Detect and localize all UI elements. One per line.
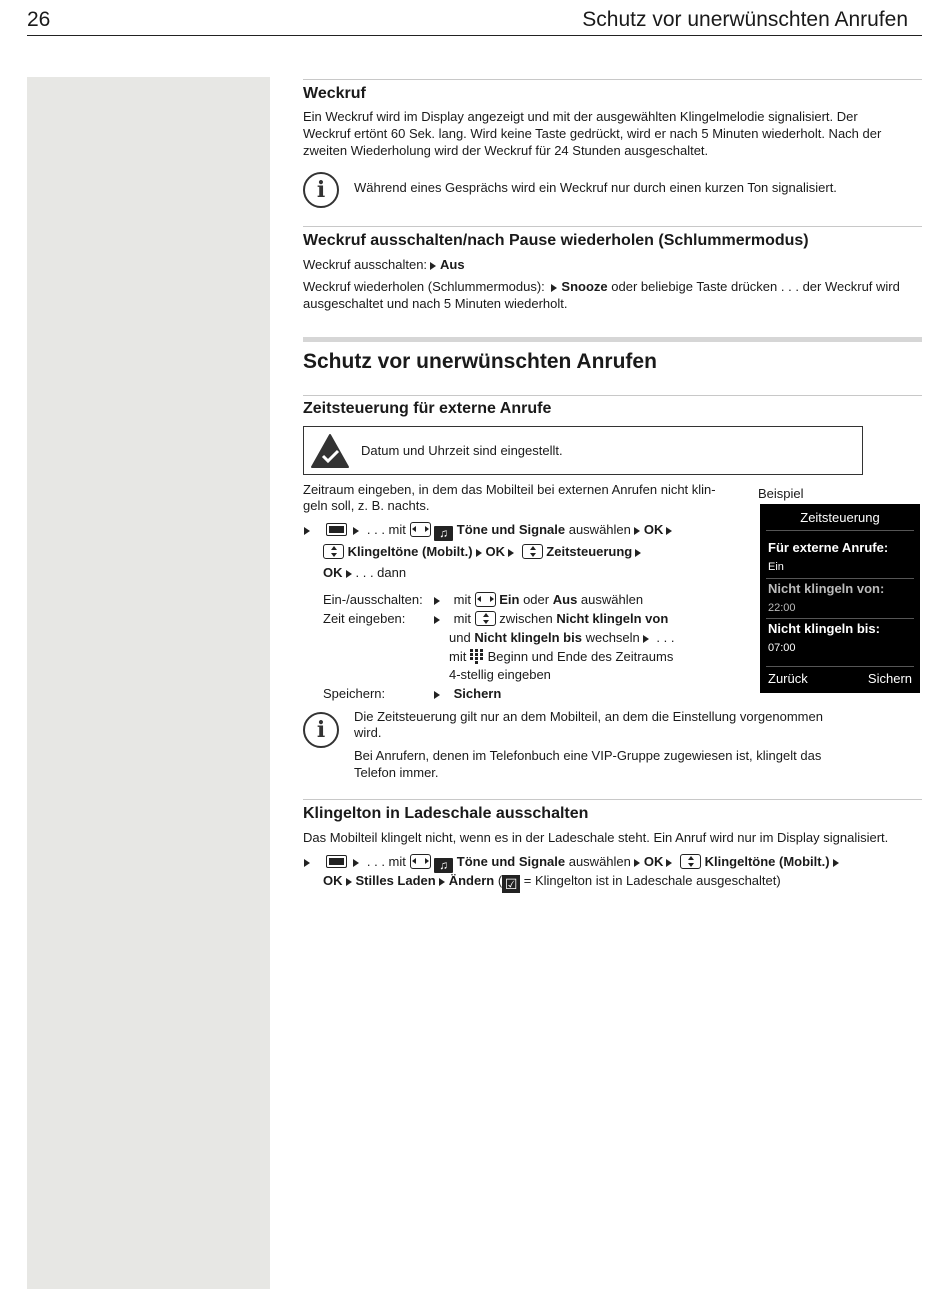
menu-key-icon — [326, 523, 347, 536]
menu-timer: Zeitsteuerung — [546, 544, 633, 559]
arrow-icon — [304, 859, 310, 867]
text-or: oder — [523, 592, 550, 607]
timer-info-2: wird. — [354, 725, 382, 740]
display-softkey-back: Zurück — [768, 671, 808, 686]
arrow-icon — [430, 262, 436, 270]
arrow-icon — [833, 859, 839, 867]
music-note-icon: ♫ — [434, 526, 453, 541]
navigation-key-icon — [410, 854, 431, 869]
option-no-ring-from: Nicht klingeln von — [556, 611, 669, 626]
display-divider — [766, 618, 914, 619]
section-title-cradle: Klingelton in Ladeschale ausschalten — [303, 805, 589, 822]
cradle-body: Das Mobilteil klingelt nicht, wenn es in der Ladeschale steht. Ein Anruf wird nur im Display signalisiert. — [303, 830, 889, 845]
arrow-icon — [635, 549, 641, 557]
snooze-key: Snooze — [561, 279, 608, 294]
timer-info-4: Telefon immer. — [354, 765, 439, 780]
text-mit: . . . mit — [366, 522, 406, 537]
text-begin-end: Beginn und Ende des Zeitraums — [487, 649, 674, 664]
menu-ringtones: Klingeltöne (Mobilt.) — [347, 544, 473, 559]
navigation-key-icon — [410, 522, 431, 537]
menu-key-icon — [326, 855, 347, 868]
arrow-icon — [434, 616, 440, 624]
checkmark-warning-icon — [310, 433, 350, 469]
snooze-rest-2: . . . der Weckruf wird — [780, 279, 900, 294]
display-divider — [766, 578, 914, 579]
page-number: 26 — [27, 8, 51, 31]
ok-key: OK — [643, 854, 664, 869]
chapter-title: Schutz vor unerwünschten Anrufen — [303, 350, 657, 373]
arrow-icon — [634, 527, 640, 535]
text-mit: mit — [453, 592, 471, 607]
arrow-icon — [666, 859, 672, 867]
timer-info-3: Bei Anrufern, denen im Telefonbuch eine VIP-Gruppe zugewiesen ist, klingelt das — [354, 748, 822, 763]
display-value-from: 22:00 — [768, 602, 796, 614]
cradle-note: = Klingelton ist in Ladeschale ausgeschaltet) — [523, 873, 781, 888]
cradle-step-line-1 — [303, 853, 922, 873]
menu-ringtones: Klingeltöne (Mobilt.) — [704, 854, 830, 869]
option-no-ring-to: Nicht klingeln bis — [474, 630, 582, 645]
prerequisite-text: Datum und Uhrzeit sind eingestellt. — [361, 443, 563, 458]
text-switch: wechseln — [585, 630, 640, 645]
running-title: Schutz vor unerwünschten Anrufen — [582, 8, 908, 31]
display-divider — [766, 530, 914, 531]
text-mit: . . . mit — [366, 854, 406, 869]
navigation-key-icon — [522, 544, 543, 559]
ok-key: OK — [485, 544, 506, 559]
arrow-icon — [666, 527, 672, 535]
row-value-onoff — [431, 591, 691, 608]
arrow-icon — [353, 859, 359, 867]
text-mit: mit — [453, 611, 471, 626]
info-icon: i — [303, 172, 339, 208]
arrow-icon — [508, 549, 514, 557]
divider — [303, 395, 922, 396]
menu-tones-signals: Töne und Signale — [456, 854, 566, 869]
arrow-icon — [304, 527, 310, 535]
option-on: Ein — [499, 592, 520, 607]
divider — [303, 79, 922, 80]
divider — [303, 226, 922, 227]
snooze-rest-3: ausgeschaltet und nach 5 Minuten wiederholt. — [303, 296, 568, 311]
cradle-step-line-2: OK Stilles Laden Ändern ( ☑ = Klingelton ist in Ladeschale ausgeschaltet) — [323, 873, 781, 892]
arrow-icon — [634, 859, 640, 867]
text-four-digit: 4-stellig eingeben — [449, 667, 551, 682]
arrow-icon — [434, 597, 440, 605]
arrow-icon — [439, 878, 445, 886]
display-divider — [766, 666, 914, 667]
display-title: Zeitsteuerung — [800, 510, 880, 525]
text-between: zwischen — [499, 611, 553, 626]
snooze-repeat-line — [303, 278, 922, 295]
snooze-repeat-label: Weckruf wiederholen (Schlummermodus): — [303, 279, 545, 294]
checkbox-checked-icon: ☑ — [502, 875, 520, 893]
snooze-rest-1: oder beliebige Taste drücken — [611, 279, 778, 294]
info-icon: i — [303, 712, 339, 748]
section-title-weckruf: Weckruf — [303, 85, 366, 102]
navigation-key-icon — [680, 854, 701, 869]
arrow-icon — [551, 284, 557, 292]
sidebar-margin — [27, 77, 270, 1289]
chapter-divider — [303, 337, 922, 342]
timer-step-line-3 — [323, 564, 406, 581]
arrow-icon — [434, 691, 440, 699]
option-change: Ändern — [448, 873, 495, 888]
display-value-to: 07:00 — [768, 642, 796, 654]
ok-key: OK — [323, 565, 343, 580]
arrow-icon — [643, 635, 649, 643]
menu-tones-signals: Töne und Signale — [456, 522, 566, 537]
snooze-off-line — [303, 256, 465, 273]
timer-step-line-1 — [303, 521, 753, 541]
option-off: Aus — [552, 592, 578, 607]
display-label-to: Nicht klingeln bis: — [768, 621, 880, 636]
arrow-icon — [346, 878, 352, 886]
menu-silent-charging: Stilles Laden — [355, 873, 436, 888]
navigation-key-icon — [323, 544, 344, 559]
snooze-off-value: Aus — [440, 257, 465, 272]
row-label-time: Zeit eingeben: — [323, 611, 406, 626]
display-softkey-save: Sichern — [867, 671, 912, 686]
timer-step-line-2 — [323, 543, 753, 560]
timer-info-1: Die Zeitsteuerung gilt nur an dem Mobilteil, an dem die Einstellung vorgenommen — [354, 709, 823, 724]
handset-display — [760, 504, 920, 693]
ok-key: OK — [323, 873, 343, 888]
ok-key: OK — [643, 522, 664, 537]
display-value-external: Ein — [768, 561, 784, 573]
text-select: auswählen — [580, 592, 644, 607]
text-mit: mit — [449, 649, 467, 664]
page-header — [27, 6, 922, 36]
arrow-icon — [476, 549, 482, 557]
display-label-external: Für externe Anrufe: — [768, 540, 889, 555]
example-label: Beispiel — [758, 486, 804, 501]
text-dots: . . . — [656, 630, 675, 645]
section-title-timer: Zeitsteuerung für externe Anrufe — [303, 400, 552, 417]
option-save: Sichern — [453, 686, 502, 701]
text-select: auswählen — [568, 854, 631, 869]
timer-intro-1: Zeitraum eingeben, in dem das Mobilteil bei externen Anrufen nicht klin- — [303, 482, 716, 497]
weckruf-info: Während eines Gesprächs wird ein Weckruf nur durch einen kurzen Ton signalisiert. — [354, 180, 837, 195]
row-value-time-1 — [431, 610, 691, 627]
arrow-icon — [346, 570, 352, 578]
display-label-from: Nicht klingeln von: — [768, 581, 885, 596]
row-value-time-2 — [449, 629, 709, 646]
keypad-icon — [470, 649, 484, 664]
arrow-icon — [353, 527, 359, 535]
timer-intro-2: geln soll, z. B. nachts. — [303, 498, 430, 513]
left-right-key-icon — [475, 592, 496, 607]
section-title-snooze: Weckruf ausschalten/nach Pause wiederholen (Schlummermodus) — [303, 232, 809, 249]
divider — [303, 799, 922, 800]
text-and: und — [449, 630, 471, 645]
row-label-onoff: Ein-/ausschalten: — [323, 592, 423, 607]
weckruf-body: Ein Weckruf wird im Display angezeigt und mit der ausgewählten Klingelmelodie signalisiert. Der Weckruf ertönt 60 Sek. lang. Wird keine Taste gedrückt, wird er nach 5 Minuten wiederholt. Nach der zweiten Wiederholung wird der Weckruf für 24 Stunden ausgeschaltet. — [303, 109, 882, 158]
row-value-save — [431, 685, 501, 702]
snooze-off-label: Weckruf ausschalten: — [303, 257, 428, 272]
music-note-icon: ♫ — [434, 858, 453, 873]
row-value-time-3 — [449, 648, 709, 665]
row-label-save: Speichern: — [323, 686, 386, 701]
navigation-key-icon — [475, 611, 496, 626]
text-then: . . . dann — [355, 565, 407, 580]
prerequisite-box — [303, 426, 863, 475]
text-select: auswählen — [568, 522, 631, 537]
